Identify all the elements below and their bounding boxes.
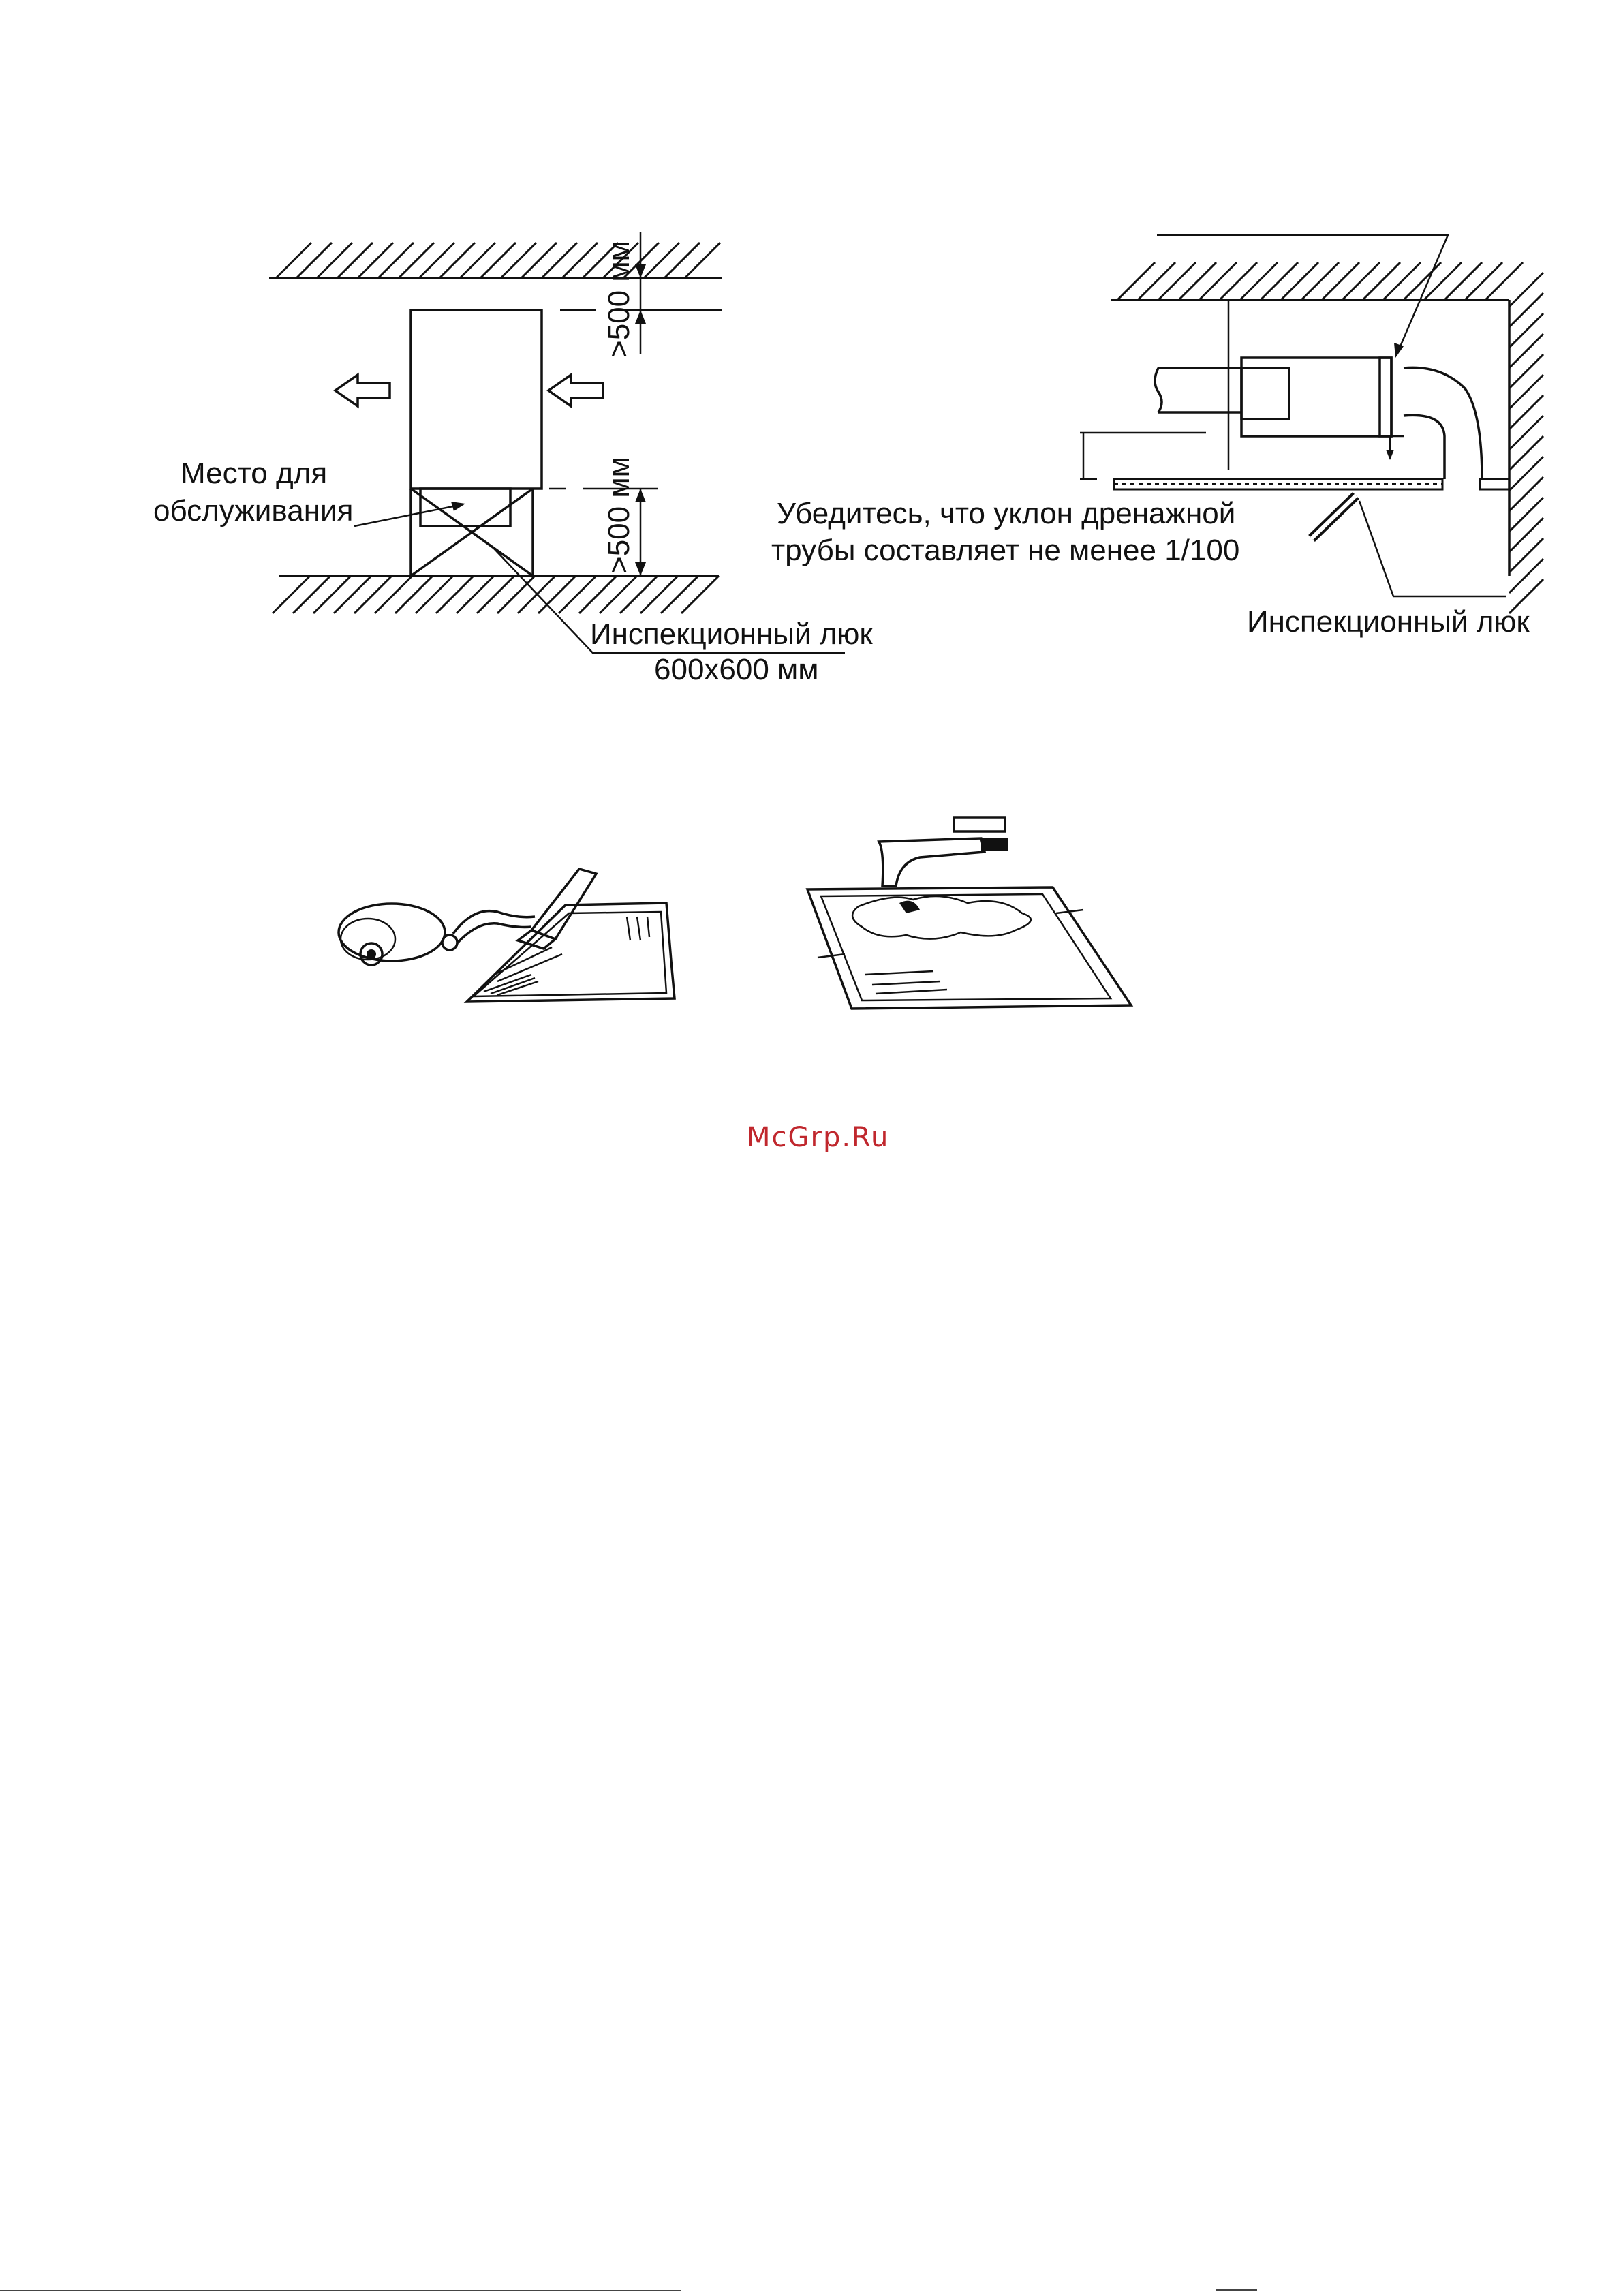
hatch-stroke [1424,262,1462,300]
service-label-line1: Место для [181,457,328,490]
hatch-stroke [664,243,700,278]
hatch-stroke [681,576,719,613]
drain-pipe [1404,367,1482,479]
watermark: McGrp.Ru [747,1122,890,1153]
hatch-stroke [1117,262,1155,300]
hatch-stroke [1383,262,1421,300]
hatch-stroke [317,243,352,278]
hatch-label-right: Инспекционный люк [1247,605,1530,639]
vacuum-cleaning-illustration [327,866,695,1022]
hatch-stroke [1240,262,1278,300]
hatch-stroke [1509,457,1543,491]
hatch-stroke [457,576,494,613]
hatch-stroke [354,576,392,613]
hatch-stroke [1220,262,1257,300]
hatch-stroke [460,243,495,278]
hatch-stroke [661,576,698,613]
hatch-stroke [1509,477,1543,511]
hatch-stroke [1509,395,1543,429]
hatch-stroke [1509,416,1543,450]
hatch-stroke [1509,313,1543,348]
hatch-stroke [1509,293,1543,327]
bottom-clearance-label: >500 мм [602,457,636,574]
filter-panel [467,903,675,1002]
hatch-stroke [477,576,514,613]
slope-note-line1: Убедитесь, что уклон дренажной [777,497,1236,530]
hatch-stroke [1509,436,1543,470]
hatch-stroke [640,576,678,613]
bottom-edge-line [0,2290,681,2291]
top-dimension [560,232,722,354]
filter-panel-washing [807,887,1131,1009]
hatch-stroke [1158,262,1196,300]
hatch-stroke [419,243,454,278]
hatch-stroke [1509,538,1543,572]
hatch-stroke [1509,375,1543,409]
ceiling-hatch [269,243,722,278]
inspection-hatch-door [1312,495,1356,538]
water-splash [818,896,1083,958]
vacuum-cleaner-icon [339,904,535,965]
hatch-stroke [1199,262,1237,300]
hatch-stroke [501,243,536,278]
top-leader-line [1157,235,1448,354]
hatch-stroke [1444,262,1482,300]
hatch-stroke [296,243,332,278]
hatch-stroke [1301,262,1339,300]
bottom-edge-mark [1216,2289,1257,2291]
hatch-stroke [620,576,658,613]
hatch-stroke [395,576,433,613]
hatch-stroke [685,243,720,278]
service-clearance-diagram [0,0,873,722]
hatch-stroke [337,243,373,278]
hatch-stroke [439,243,475,278]
service-label-line2: обслуживания [153,494,354,527]
hatch-stroke [358,243,393,278]
hatch-stroke [1261,262,1298,300]
hatch-stroke [1138,262,1175,300]
hatch-stroke [1509,559,1543,593]
duct-unit-flange [1241,368,1289,419]
ceiling-hatch-right [1111,262,1523,300]
hatch-stroke [276,243,311,278]
hatch-stroke [293,576,330,613]
false-ceiling [1114,479,1509,489]
hatch-stroke [1179,262,1216,300]
hatch-stroke [1509,273,1543,307]
slope-dimension [1080,433,1394,479]
hatch-stroke [1281,262,1318,300]
hatch-stroke [1509,354,1543,388]
hatch-stroke [378,243,414,278]
hatch-stroke [1485,262,1523,300]
hatch-stroke [579,576,617,613]
hatch-stroke [1509,518,1543,552]
hatch-stroke [399,243,434,278]
service-space [411,489,533,576]
hatch-stroke [559,576,596,613]
hatch-stroke [1322,262,1359,300]
top-clearance-label: >500 мм [602,241,636,358]
airflow-out-arrow [335,375,390,406]
airflow-in-arrow [548,375,603,406]
hatch-stroke [1342,262,1380,300]
hatch-label-line2: 600x600 мм [654,653,819,686]
hatch-stroke [542,243,577,278]
faucet-icon [879,818,1008,886]
hatch-label-line1: Инспекционный люк [590,617,873,651]
hatch-stroke [521,243,557,278]
drain-slope-diagram [749,0,1623,722]
hatch-stroke [416,576,453,613]
hatch-stroke [480,243,516,278]
hatch-stroke [273,576,310,613]
hatch-stroke [375,576,412,613]
hatch-stroke [644,243,679,278]
hatch-stroke [334,576,371,613]
hatch-stroke [600,576,637,613]
hatch-stroke [538,576,576,613]
floor-hatch [273,576,719,613]
wall-hatch-right [1509,273,1543,613]
hatch-stroke [1465,262,1502,300]
hatch-stroke [1509,498,1543,532]
hatch-stroke [313,576,351,613]
indoor-unit [411,310,542,489]
hatch-stroke [436,576,474,613]
slope-note-line2: трубы составляет не менее 1/100 [771,534,1240,567]
hatch-stroke [1509,334,1543,368]
hatch-stroke [497,576,535,613]
washing-illustration [797,811,1138,1022]
duct-unit [1241,358,1391,436]
hatch-stroke [562,243,598,278]
hatch-leader-right [1359,501,1506,596]
hatch-stroke [1363,262,1400,300]
